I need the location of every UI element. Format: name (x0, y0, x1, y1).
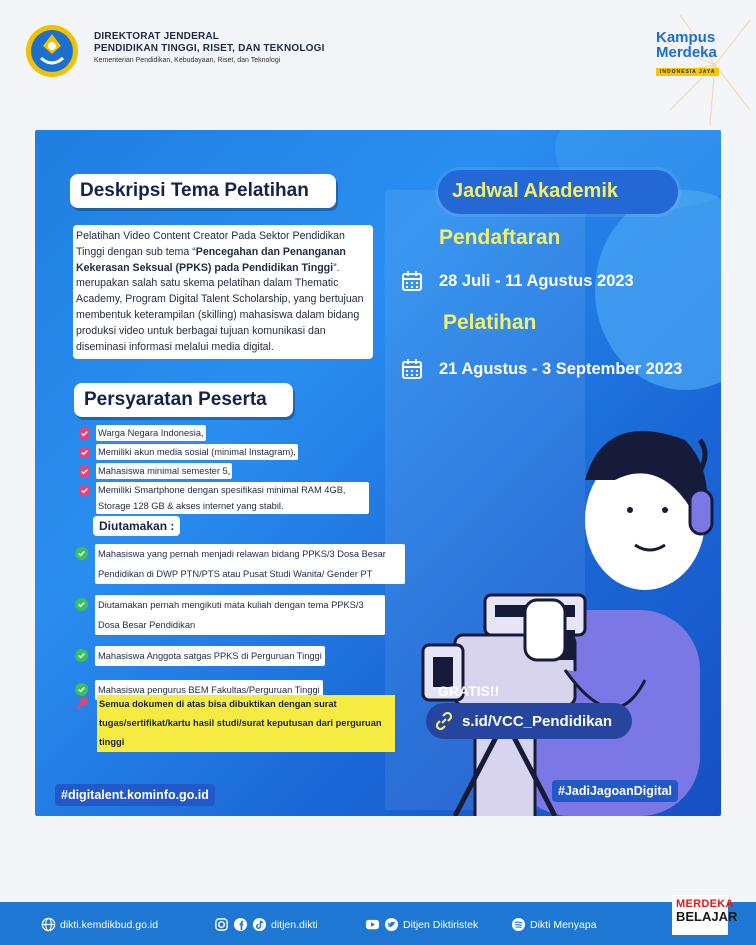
twitter-icon (384, 917, 399, 932)
diutamakan-title: Diutamakan : (93, 516, 180, 536)
deskripsi-title: Deskripsi Tema Pelatihan (70, 174, 336, 208)
org-line-1: DIREKTORAT JENDERAL (94, 31, 220, 42)
pelatihan-date-row (401, 358, 682, 380)
kampus-merdeka-line-2: Merdeka (656, 44, 717, 61)
heart-check-icon (79, 447, 90, 458)
footer-website[interactable] (41, 917, 158, 932)
globe-icon (41, 917, 56, 932)
spotify-icon (511, 917, 526, 932)
gratis-label: GRATIS!! (438, 683, 500, 699)
footer-social-2[interactable] (365, 917, 478, 932)
pendaftaran-date-row (401, 270, 634, 292)
footer-social-2-text: Ditjen Diktiristek (403, 918, 479, 931)
cameraman-illustration (415, 420, 721, 816)
heart-check-icon (79, 466, 90, 477)
list-item (79, 482, 369, 514)
check-circle-icon (75, 649, 88, 662)
pendaftaran-date: 28 Juli - 11 Agustus 2023 (439, 271, 634, 290)
kampus-merdeka-logo (656, 29, 732, 75)
deskripsi-text (73, 225, 373, 359)
persyaratan-item-text: Memiliki Smartphone dengan spesifikasi minimal RAM 4GB, Storage 128 GB & akses internet yang stabil. (96, 482, 369, 514)
kampus-merdeka-line-1: Kampus (656, 29, 716, 46)
calendar-icon (401, 358, 423, 380)
deskripsi-text-part2: ”. merupakan salah satu skema pelatihan dalam Thematic Academy, Program Digital Talent Scholarship, yang bertujuan membentuk keterampilan (skilling) mahasiswa dalam bidang produksi video untuk berbagai tujuan komunikasi dan diseminasi informasi melalui media digital. (76, 261, 364, 353)
registration-link[interactable] (426, 703, 632, 739)
list-item (75, 544, 405, 584)
footer-social-3[interactable] (511, 917, 597, 932)
deskripsi-text-bold: Pencegahan dan Penanganan Kekerasan Seksual (PPKS) pada Pendidikan Tinggi (76, 245, 346, 274)
hashtag-left: #digitalent.kominfo.go.id (55, 784, 215, 806)
list-item (79, 444, 379, 460)
hashtag-right: #JadiJagoanDigital (552, 780, 678, 802)
facebook-icon (233, 917, 248, 932)
calendar-icon (401, 270, 423, 292)
list-item (75, 646, 405, 666)
persyaratan-item-text: Mahasiswa minimal semester 5, (96, 463, 232, 479)
footer-social-1-text: ditjen.dikti (271, 918, 318, 931)
persyaratan-list (79, 425, 379, 517)
diutamakan-list (75, 544, 405, 710)
kampus-merdeka-line-3: INDONESIA JAYA (656, 68, 719, 76)
diutamakan-item-text: Mahasiswa Anggota satgas PPKS di Perguruan Tinggi (95, 646, 325, 666)
merdeka-belajar-logo (672, 895, 738, 935)
footer-social-3-text: Dikti Menyapa (530, 918, 597, 931)
link-icon (434, 711, 454, 731)
diutamakan-item-text: Mahasiswa yang pernah menjadi relawan bidang PPKS/3 Dosa Besar Pendidikan di DWP PTN/PTS atau Pusat Studi Wanita/ Gender PT (95, 544, 405, 584)
page-footer (0, 902, 756, 945)
deskripsi-text-part1: Pelatihan Video Content Creator Pada Sektor Pendidikan Tinggi dengan sub tema “ (76, 230, 345, 258)
list-item (79, 463, 379, 479)
youtube-icon (365, 917, 380, 932)
persyaratan-item-text: Memiliki akun media sosial (minimal Instagram), (96, 444, 298, 460)
instagram-icon (214, 917, 229, 932)
pelatihan-date: 21 Agustus - 3 September 2023 (439, 359, 683, 378)
page-header (0, 0, 756, 130)
heart-check-icon (79, 485, 90, 496)
org-line-3: Kementerian Pendidikan, Kebudayaan, Riset, dan Teknologi (94, 57, 281, 64)
check-circle-icon (75, 547, 88, 560)
persyaratan-title: Persyaratan Peserta (74, 383, 293, 417)
check-circle-icon (75, 598, 88, 611)
heart-check-icon (79, 428, 90, 439)
info-card (35, 130, 721, 816)
pendaftaran-label: Pendaftaran (439, 226, 561, 249)
tiktok-icon (252, 917, 267, 932)
pelatihan-label: Pelatihan (443, 311, 537, 334)
tut-wuri-handayani-logo (25, 24, 79, 78)
document-note (75, 695, 395, 752)
jadwal-title: Jadwal Akademik (438, 170, 678, 214)
persyaratan-item-text: Warga Negara Indonesia, (96, 425, 206, 441)
list-item (79, 425, 379, 441)
diutamakan-item-text: Diutamakan pernah mengikuti mata kuliah dengan tema PPKS/3 Dosa Besar Pendidikan (95, 595, 385, 635)
diutamakan-item-text: Mahasiswa pengurus BEM Fakultas/Perguruan Tinggi (95, 680, 323, 700)
merdeka-belajar-line-1: MERDEKA (676, 898, 734, 910)
document-note-text: Semua dokumen di atas bisa dibuktikan dengan surat tugas/sertifikat/kartu hasil studi/surat keputusan dari perguruan tinggi (97, 695, 395, 752)
footer-social-1[interactable] (214, 917, 318, 932)
registration-link-text[interactable]: s.id/VCC_Pendidikan (462, 712, 613, 730)
list-item (75, 595, 385, 635)
merdeka-belajar-line-2: BELAJAR (676, 909, 738, 924)
footer-website-text: dikti.kemdikbud.go.id (60, 918, 159, 931)
pin-icon (75, 695, 91, 711)
org-line-2: PENDIDIKAN TINGGI, RISET, DAN TEKNOLOGI (94, 43, 325, 54)
org-name (94, 31, 325, 64)
